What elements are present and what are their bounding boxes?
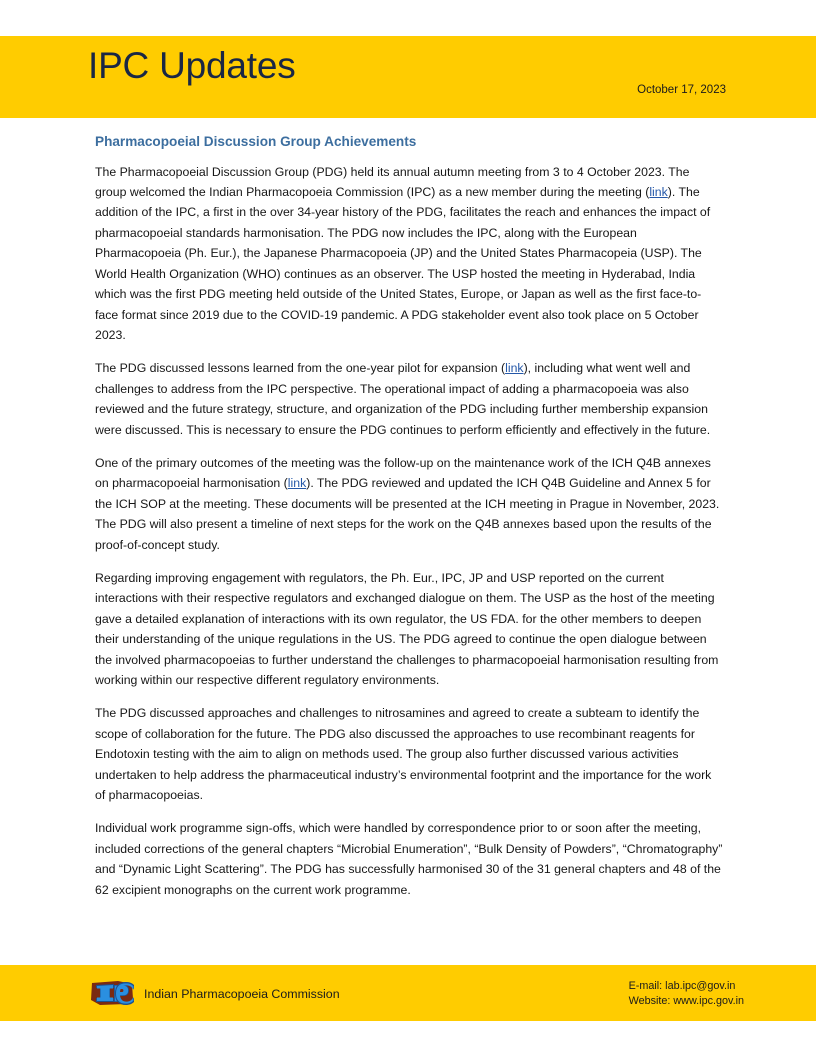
footer-email[interactable]: E-mail: lab.ipc@gov.in [628, 980, 736, 992]
paragraph-2-text-after-link: ), including what went well and challenges to address from the IPC perspective. The operational impact of adding a pharmacopoeia was also reviewed and the future strategy, structure, and organization of the PDG including further membership expansion were discussed. This is necessary to ensure the PDG continues to perform efficiently and effectively in the future. [95, 361, 711, 437]
paragraph-6: Individual work programme sign-offs, which were handled by correspondence prior to or soon after the meeting, included corrections of the general chapters “Microbial Enumeration”, “Bulk Density of Powders”, “Chromatography” and “Dynamic Light Scattering”. The PDG has successfully harmonised 30 of the 31 general chapters and 48 of the 62 excipient monographs on the current work programme. [95, 821, 723, 897]
paragraph-4: Regarding improving engagement with regulators, the Ph. Eur., IPC, JP and USP reported on the current interactions with their respective regulators and exchanged dialogue on them. The USP as the host of the meeting gave a detailed explanation of interactions with its own regulator, the US FDA. for the other members to deepen their understanding of the unique regulations in the US. The PDG agreed to continue the open dialogue between the involved pharmacopoeias to further understand the challenges to pharmacopoeial harmonisation resulting from working within our respective different regulatory environments. [95, 570, 719, 688]
article-body [95, 133, 723, 900]
paragraph-2 [95, 358, 723, 440]
paragraph-3-text-before-link: One of the primary outcomes of the meeting was the follow-up on the maintenance work of the ICH Q4B annexes on pharmacopoeial harmonisation ( [95, 455, 711, 491]
footer-website[interactable]: Website: www.ipc.gov.in [628, 995, 744, 1007]
paragraph-1-text-after-link: ). The addition of the IPC, a first in the over 34-year history of the PDG, facilitates the reach and enhances the impact of pharmacopoeial standards harmonisation. The PDG now includes the IPC, along with the European Pharmacopoeia (Ph. Eur.), the Japanese Pharmacopoeia (JP) and the United States Pharmacopeia (USP). The World Health Organization (WHO) continues as an observer. The USP hosted the meeting in Hyderabad, India which was the first PDG meeting held outside of the United States, Europe, or Japan as well as the first face-to-face format since 2019 due to the COVID-19 pandemic. A PDG stakeholder event also took place on 5 October 2023. [95, 185, 711, 342]
link-pilot-expansion[interactable]: link [505, 361, 524, 376]
ipc-logo-icon [88, 980, 136, 1007]
paragraph-2-text-before-link: The PDG discussed lessons learned from the one-year pilot for expansion ( [95, 361, 506, 376]
paragraph-1-text-before-link: The Pharmacopoeial Discussion Group (PDG) held its annual autumn meeting from 3 to 4 October 2023. The group welcomed the Indian Pharmacopoeia Commission (IPC) as a new member during the meeting ( [95, 164, 690, 200]
issue-date: October 17, 2023 [637, 84, 726, 96]
paragraph-5: The PDG discussed approaches and challenges to nitrosamines and agreed to create a subteam to identify the scope of collaboration for the future. The PDG also discussed the approaches to use recombinant reagents for Endotoxin testing with the aim to align on methods used. The group also further discussed various activities undertaken to help address the pharmaceutical industry’s environmental footprint and the importance for the work of pharmacopoeias. [95, 706, 712, 803]
paragraph-3 [95, 453, 723, 555]
section-heading: Pharmacopoeial Discussion Group Achievements [95, 134, 417, 149]
footer-contact [629, 979, 744, 1009]
paragraph-1 [95, 162, 723, 346]
footer-banner [0, 965, 816, 1021]
link-ich-q4b-harmonisation[interactable]: link [287, 476, 307, 491]
footer-brand [88, 980, 340, 1007]
paragraph-3-text-after-link: ). The PDG reviewed and updated the ICH Q4B Guideline and Annex 5 for the ICH SOP at the meeting. These documents will be presented at the ICH meeting in Prague in November, 2023. The PDG will also present a timeline of next steps for the work on the Q4B annexes based upon the results of the proof-of-concept study. [95, 476, 720, 552]
footer-organisation-name: Indian Pharmacopoeia Commission [144, 986, 340, 1001]
link-pdg-new-member[interactable]: link [649, 185, 668, 200]
page-title: IPC Updates [88, 45, 296, 86]
header-banner [0, 36, 816, 118]
